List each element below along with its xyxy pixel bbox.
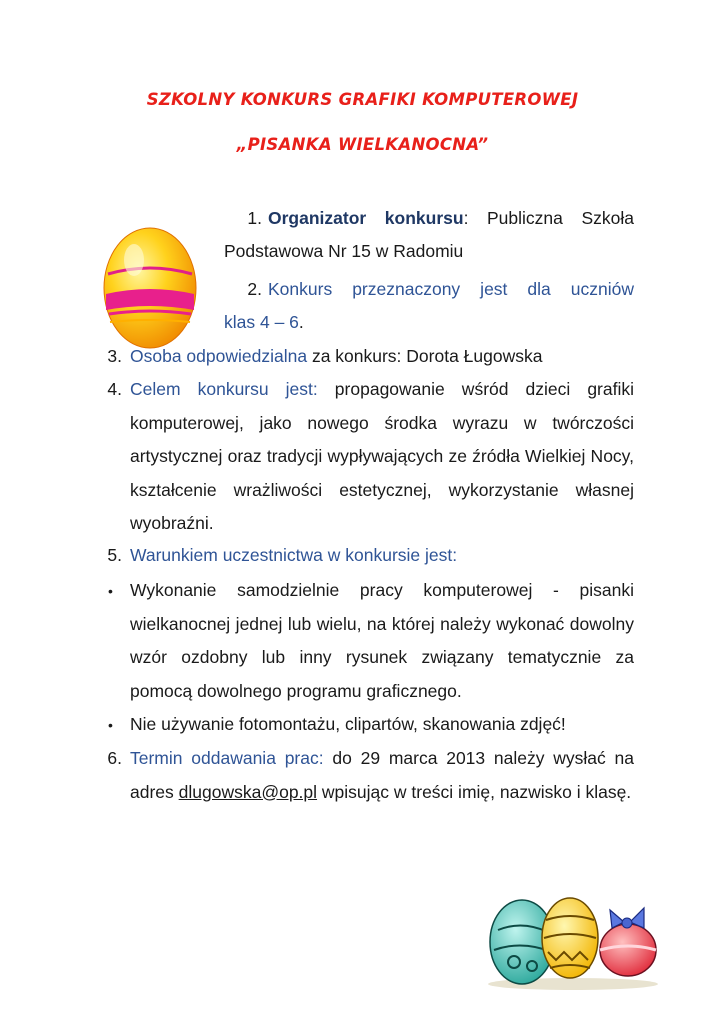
bullet-2-text: Nie używanie fotomontażu, clipartów, skanowania zdjęć!: [130, 714, 566, 734]
item-3-text: za konkurs: Dorota Ługowska: [307, 346, 543, 366]
item-2-line-b: klas 4 – 6: [224, 312, 299, 332]
item-1-colon: :: [463, 208, 469, 228]
item-number: 2.: [247, 279, 262, 299]
document-title: SZKOLNY KONKURS GRAFIKI KOMPUTEROWEJ: [146, 90, 579, 109]
item-1-text-a: Publiczna Szkoła: [468, 208, 634, 228]
easter-egg-icon: [100, 222, 200, 352]
item-number: 1.: [247, 208, 262, 228]
item-3-line: [130, 340, 542, 374]
item-number: 3.: [107, 346, 122, 366]
bullet-icon: •: [108, 717, 113, 733]
item-4-text: propagowanie wśród dzieci grafiki komputerowej, jako nowego środka wyrazu w twórczości artystycznej oraz tradycji wypływających ze źródła Wielkiej Nocy, kształcenie wrażliwości estetycznej, wykorzystanie własnej wyobraźni.: [130, 379, 634, 533]
item-4-paragraph: [130, 373, 634, 541]
item-3-label: Osoba odpowiedzialna: [130, 346, 308, 366]
item-1-line-1: [268, 202, 634, 236]
item-6-text-a: do 29 marca 2013 należy wysłać na adres: [130, 748, 635, 802]
item-1-text-b: Podstawowa Nr 15 w Radomiu: [224, 241, 464, 261]
bullet-1-text: Wykonanie samodzielnie pracy komputerowej - pisanki wielkanocnej jednej lub wielu, na której należy wykonać dowolny wzór ozdobny lub inny rysunek związany tematycznie za pomocą dowolnego programu graficznego.: [130, 580, 634, 701]
item-6-paragraph: [130, 742, 634, 809]
item-5-label: Warunkiem uczestnictwa w konkursie jest:: [130, 545, 458, 565]
item-1-label: Organizator konkursu: [268, 208, 464, 228]
document-subtitle: „PISANKA WIELKANOCNA”: [236, 135, 489, 154]
item-2-line-b-wrap: [224, 306, 304, 340]
item-number: 4.: [107, 379, 122, 399]
item-4-label: Celem konkursu jest:: [130, 379, 318, 399]
item-2-dot: .: [298, 312, 304, 332]
item-2-line-a: Konkurs przeznaczony jest dla uczniów: [268, 279, 634, 299]
item-6-label: Termin oddawania prac:: [130, 748, 324, 768]
item-number: 5.: [107, 545, 122, 565]
easter-eggs-illustration: [478, 880, 666, 992]
item-6-text-b: wpisując w treści imię, nazwisko i klasę.: [317, 781, 632, 802]
bullet-icon: •: [108, 583, 113, 599]
email-link[interactable]: dlugowska@op.pl: [178, 781, 318, 802]
item-number: 6.: [107, 748, 122, 768]
